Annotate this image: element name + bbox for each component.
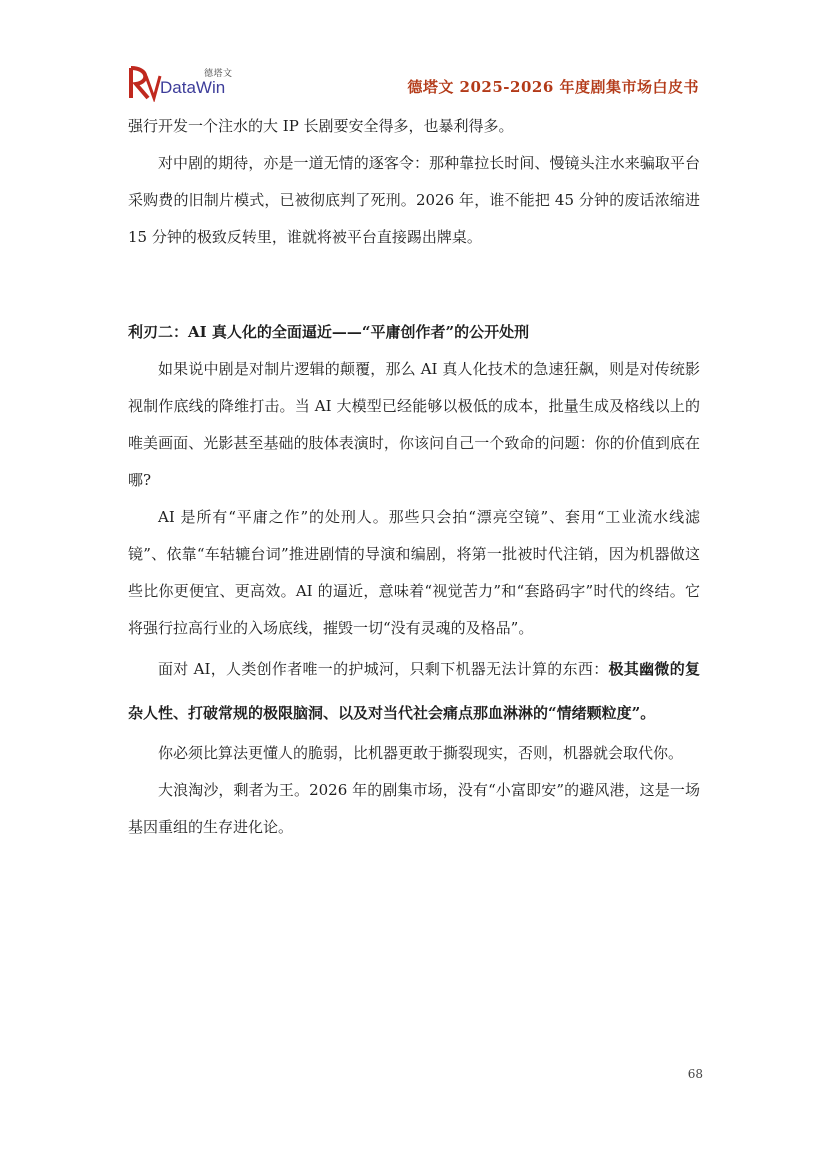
paragraph-mid-drama-expectation: 对中剧的期待，亦是一道无情的逐客令：那种靠拉长时间、慢镜头注水来骗取平台采购费的旧制片模式，已被彻底判了死刑。2026 年，谁不能把 45 分钟的废话浓缩进 15 分钟的极致反转里，谁就将被平台直接踢出牌桌。 (128, 154, 700, 246)
logo-english-text: DataWin (160, 78, 226, 97)
page-header (128, 62, 699, 106)
page-body (128, 108, 700, 846)
logo-chinese-text: 德塔文 (204, 69, 233, 79)
paragraph-continuation: 强行开发一个注水的大 IP 长剧要安全得多，也暴利得多。 (128, 117, 514, 135)
human-moat-emphasis: 极其幽微的复杂人性、打破常规的极限脑洞、以及对当代社会痛点那血淋淋的“情绪颗粒度”。 (128, 660, 700, 722)
page-number: 68 (687, 1067, 703, 1081)
document-title: 德塔文 2025-2026 年度剧集市场白皮书 (407, 78, 699, 96)
paragraph-ai-impact: 如果说中剧是对制片逻辑的颠覆，那么 AI 真人化技术的急速狂飙，则是对传统影视制作底线的降维打击。当 AI 大模型已经能够以极低的成本，批量生成及格线以上的唯美画面、光影甚至基础的肢体表演时，你该问自己一个致命的问题：你的价值到底在哪? (128, 360, 700, 489)
datawin-logo-mark-icon (128, 64, 162, 102)
section-heading: 利刃二：AI 真人化的全面逼近——“平庸创作者”的公开处刑 (128, 323, 530, 341)
paragraph-human-moat (128, 647, 700, 735)
datawin-logo (128, 64, 248, 102)
paragraph-ai-executioner: AI 是所有“平庸之作”的处刑人。那些只会拍“漂亮空镜”、套用“工业流水线滤镜”、依靠“车轱辘台词”推进剧情的导演和编剧，将第一批被时代注销，因为机器做这些比你更便宜、更高效。AI 的逼近，意味着“视觉苦力”和“套路码字”时代的终结。它将强行拉高行业的入场底线，摧毁一切“没有灵魂的及格品”。 (128, 508, 700, 637)
paragraph-beat-algorithm: 你必须比算法更懂人的脆弱，比机器更敢于撕裂现实，否则，机器就会取代你。 (158, 744, 684, 762)
human-moat-lead: 面对 AI，人类创作者唯一的护城河，只剩下机器无法计算的东西： (158, 660, 609, 678)
paragraph-survival: 大浪淘沙，剩者为王。2026 年的剧集市场，没有“小富即安”的避风港，这是一场基因重组的生存进化论。 (128, 781, 700, 836)
